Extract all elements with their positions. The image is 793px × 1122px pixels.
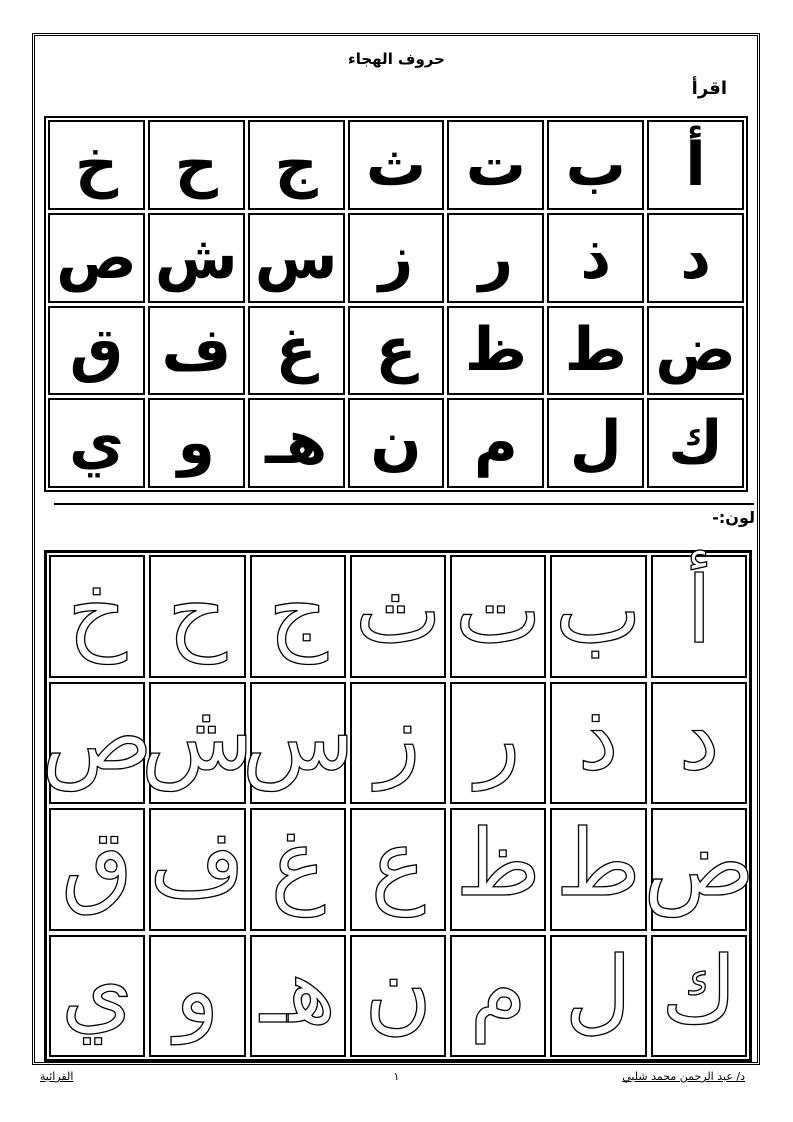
coloring-letter-cell[interactable] bbox=[450, 935, 546, 1058]
read-letter-cell: ن bbox=[348, 398, 445, 488]
read-letter-cell: م bbox=[447, 398, 544, 488]
read-letter-cell: خ bbox=[48, 120, 145, 210]
outline-letter bbox=[452, 557, 544, 676]
outline-letter bbox=[643, 809, 755, 929]
outline-letter bbox=[252, 937, 344, 1056]
coloring-letter-cell[interactable] bbox=[651, 682, 747, 805]
outline-letter bbox=[51, 937, 143, 1056]
coloring-letter-cell[interactable] bbox=[149, 935, 245, 1058]
coloring-letters-grid bbox=[41, 550, 755, 1062]
coloring-letter-cell[interactable] bbox=[149, 555, 245, 678]
coloring-letter-cell[interactable] bbox=[550, 555, 646, 678]
outline-letter bbox=[352, 937, 444, 1056]
outline-letter-glyph: ق bbox=[61, 809, 133, 918]
coloring-letter-cell[interactable] bbox=[550, 682, 646, 805]
read-letter-cell: د bbox=[647, 213, 744, 303]
section-divider bbox=[54, 503, 754, 505]
outline-letter-glyph: ش bbox=[141, 682, 254, 791]
outline-letter bbox=[653, 684, 745, 803]
outline-letter-glyph: ي bbox=[61, 935, 134, 1044]
read-letter-cell: ت bbox=[447, 120, 544, 210]
outline-letter bbox=[151, 937, 243, 1056]
outline-letter-glyph: ن bbox=[364, 935, 432, 1044]
outline-letter-glyph: هـ bbox=[259, 935, 336, 1044]
outline-letter bbox=[552, 937, 644, 1056]
coloring-letter-cell[interactable] bbox=[241, 682, 355, 805]
outline-letter-glyph: م bbox=[469, 935, 527, 1044]
coloring-letter-cell[interactable] bbox=[450, 555, 546, 678]
coloring-letter-cell[interactable] bbox=[651, 935, 747, 1058]
coloring-letter-cell[interactable] bbox=[550, 808, 646, 931]
coloring-letter-cell[interactable] bbox=[450, 682, 546, 805]
read-letter-cell: س bbox=[248, 213, 345, 303]
outline-letter-glyph: ف bbox=[149, 809, 246, 918]
read-letter-cell: أ bbox=[647, 120, 744, 210]
outline-letter bbox=[41, 682, 153, 803]
outline-letter-glyph: ض bbox=[643, 809, 755, 918]
read-letter-cell: ص bbox=[48, 213, 145, 303]
read-letter-cell: غ bbox=[248, 306, 345, 396]
outline-letter bbox=[352, 810, 444, 929]
read-section-label: اقرأ bbox=[691, 78, 727, 99]
outline-letter bbox=[452, 684, 544, 803]
outline-letter bbox=[653, 557, 745, 676]
footer-subject: القرائية bbox=[40, 1070, 74, 1083]
outline-letter-glyph: ك bbox=[660, 935, 737, 1044]
read-letter-cell: ش bbox=[148, 213, 245, 303]
read-letter-cell: ق bbox=[48, 306, 145, 396]
coloring-letter-cell[interactable] bbox=[49, 935, 145, 1058]
read-letters-grid bbox=[44, 116, 748, 492]
outline-letter-glyph: خ bbox=[67, 556, 127, 665]
read-letter-cell: ب bbox=[547, 120, 644, 210]
page-number: ١ bbox=[393, 1070, 400, 1083]
outline-letter bbox=[252, 810, 344, 929]
outline-letter bbox=[151, 557, 243, 676]
outline-letter bbox=[141, 682, 254, 803]
coloring-letter-cell[interactable] bbox=[450, 808, 546, 931]
coloring-letter-cell[interactable] bbox=[41, 682, 153, 805]
coloring-letter-cell[interactable] bbox=[49, 555, 145, 678]
coloring-letter-cell[interactable] bbox=[350, 682, 446, 805]
outline-letter bbox=[51, 557, 143, 676]
read-letter-cell: ف bbox=[148, 306, 245, 396]
color-section-label: لون:- bbox=[712, 508, 755, 527]
outline-letter bbox=[149, 809, 246, 929]
read-letter-cell: ذ bbox=[547, 213, 644, 303]
outline-letter-glyph: ط bbox=[555, 809, 642, 918]
outline-letter-glyph: غ bbox=[270, 809, 326, 918]
coloring-letter-cell[interactable] bbox=[651, 555, 747, 678]
coloring-letter-cell[interactable] bbox=[550, 935, 646, 1058]
outline-letter-glyph: د bbox=[678, 682, 720, 791]
read-letter-cell: ز bbox=[348, 213, 445, 303]
coloring-letter-cell[interactable] bbox=[250, 808, 346, 931]
read-letter-cell: ر bbox=[447, 213, 544, 303]
outline-letter bbox=[352, 557, 444, 676]
read-letter-cell: و bbox=[148, 398, 245, 488]
footer-author: د/ عبد الرحمن محمد شلبي bbox=[622, 1070, 745, 1083]
read-letter-cell: ي bbox=[48, 398, 145, 488]
outline-letter bbox=[653, 937, 745, 1056]
outline-letter-glyph: ت bbox=[454, 556, 542, 665]
read-letter-cell: ك bbox=[647, 398, 744, 488]
outline-letter bbox=[452, 810, 544, 929]
outline-letter bbox=[552, 557, 644, 676]
outline-letter bbox=[552, 810, 644, 929]
read-letter-cell: هـ bbox=[248, 398, 345, 488]
read-letter-cell: ح bbox=[148, 120, 245, 210]
outline-letter-glyph: ب bbox=[555, 556, 643, 665]
read-letter-cell: ث bbox=[348, 120, 445, 210]
page-title: حروف الهجاء bbox=[348, 50, 445, 68]
outline-letter-glyph: ص bbox=[41, 682, 153, 791]
outline-letter-glyph: ث bbox=[354, 556, 442, 665]
read-letter-cell: ل bbox=[547, 398, 644, 488]
coloring-letter-cell[interactable] bbox=[350, 935, 446, 1058]
outline-letter-glyph: و bbox=[175, 935, 220, 1044]
coloring-letter-cell[interactable] bbox=[350, 555, 446, 678]
coloring-letter-cell[interactable] bbox=[141, 682, 254, 805]
coloring-letter-cell[interactable] bbox=[49, 808, 145, 931]
coloring-letter-cell[interactable] bbox=[250, 935, 346, 1058]
outline-letter-glyph: ر bbox=[476, 682, 521, 791]
outline-letter-glyph: س bbox=[241, 682, 355, 791]
read-letter-cell: ض bbox=[647, 306, 744, 396]
outline-letter-glyph: ح bbox=[167, 556, 228, 665]
outline-letter-glyph: ع bbox=[370, 809, 426, 918]
coloring-letter-cell[interactable] bbox=[350, 808, 446, 931]
outline-letter-glyph: ل bbox=[565, 935, 633, 1044]
read-letter-cell: ج bbox=[248, 120, 345, 210]
read-letter-cell: ع bbox=[348, 306, 445, 396]
outline-letter-glyph: ذ bbox=[578, 682, 620, 791]
coloring-letter-cell[interactable] bbox=[250, 555, 346, 678]
outline-letter bbox=[552, 684, 644, 803]
outline-letter-glyph: ظ bbox=[455, 809, 541, 918]
outline-letter-glyph: ز bbox=[375, 682, 421, 791]
outline-letter bbox=[352, 684, 444, 803]
outline-letter bbox=[452, 937, 544, 1056]
outline-letter-glyph: أ bbox=[686, 556, 712, 665]
read-letter-cell: ط bbox=[547, 306, 644, 396]
coloring-letter-cell[interactable] bbox=[643, 808, 755, 931]
outline-letter bbox=[252, 557, 344, 676]
read-letter-cell: ظ bbox=[447, 306, 544, 396]
coloring-letter-cell[interactable] bbox=[149, 808, 245, 931]
outline-letter-glyph: ج bbox=[267, 556, 328, 665]
outline-letter bbox=[51, 810, 143, 929]
outline-letter bbox=[241, 682, 355, 803]
